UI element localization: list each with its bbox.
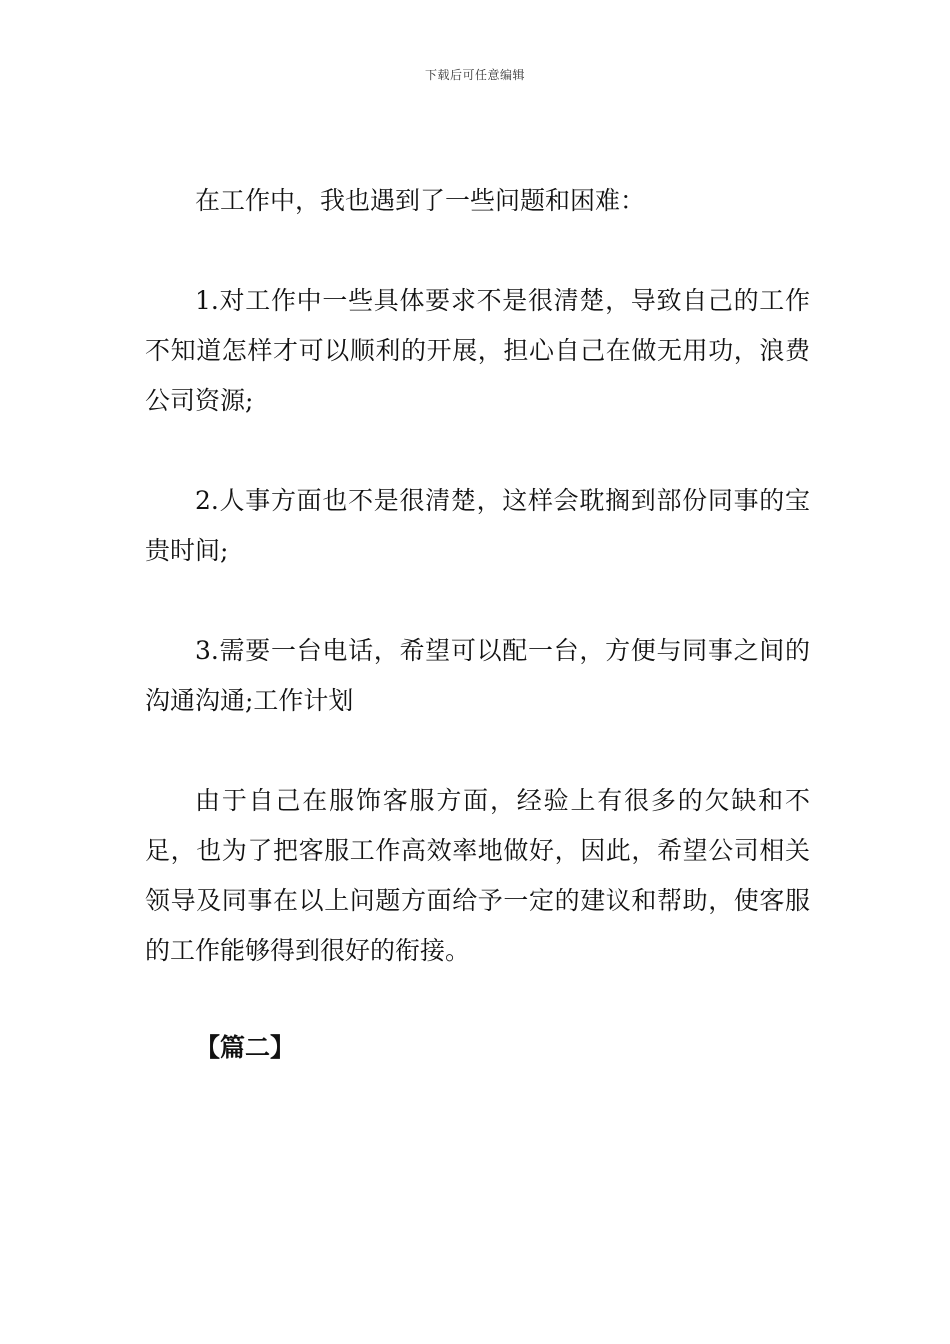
- section-heading: 【篇二】: [195, 1033, 296, 1062]
- closing-paragraph: 由于自己在服饰客服方面，经验上有很多的欠缺和不足，也为了把客服工作高效率地做好，因此，希望公司相关领导及同事在以上问题方面给予一定的建议和帮助，使客服的工作能够得到很好的衔接。: [145, 786, 810, 965]
- header-note: 下载后可任意编辑: [424, 68, 525, 82]
- issue-item-2: 2.人事方面也不是很清楚，这样会耽搁到部份同事的宝贵时间;: [145, 486, 810, 565]
- issue-item-1: 1.对工作中一些具体要求不是很清楚，导致自己的工作不知道怎样才可以顺利的开展，担心自己在做无用功，浪费公司资源;: [145, 286, 810, 415]
- intro-paragraph: 在工作中，我也遇到了一些问题和困难：: [195, 186, 646, 215]
- issue-item-3: 3.需要一台电话，希望可以配一台，方便与同事之间的沟通沟通;工作计划: [145, 636, 810, 715]
